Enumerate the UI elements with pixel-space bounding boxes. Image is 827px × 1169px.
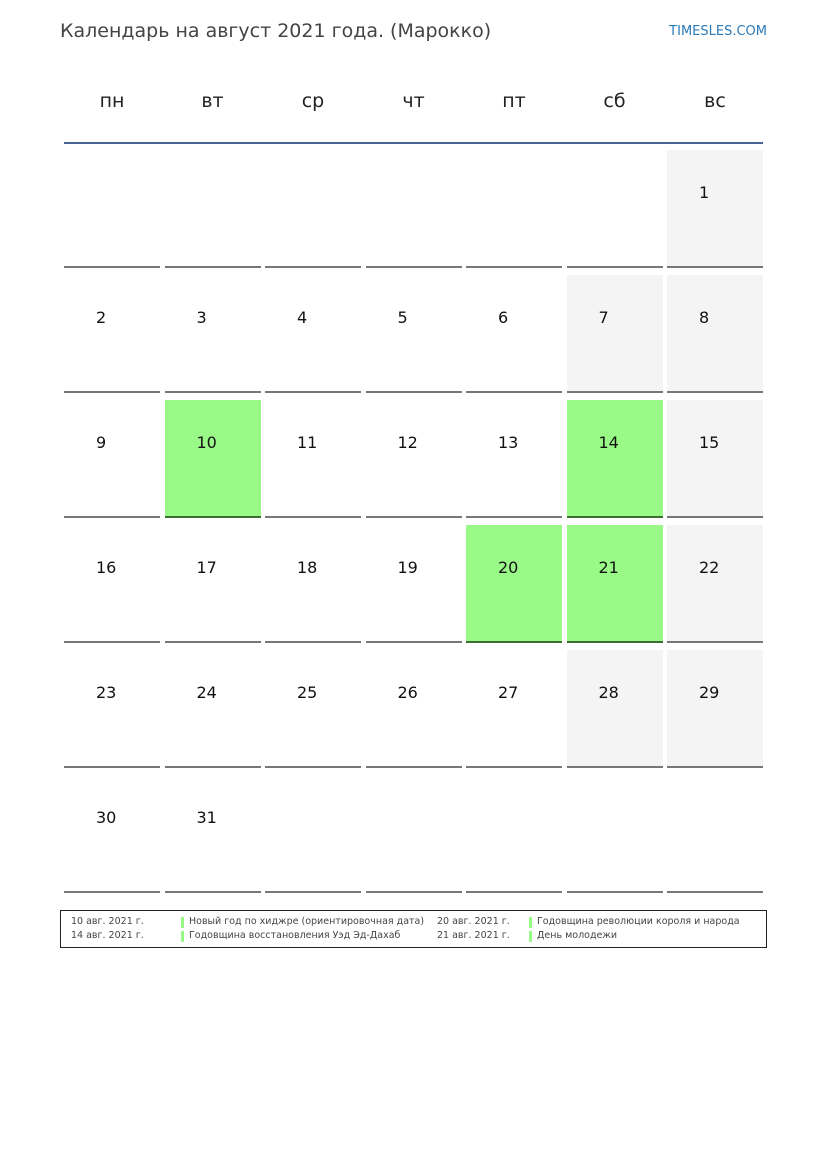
- day-cell: [64, 400, 160, 518]
- day-number: 2: [96, 308, 107, 327]
- calendar-grid: [64, 150, 764, 895]
- legend-date: 20 авг. 2021 г.: [437, 916, 510, 927]
- holiday-day-cell: [466, 525, 562, 643]
- day-cell: [366, 275, 462, 393]
- day-cell: [165, 650, 261, 768]
- day-number: 1: [699, 183, 710, 202]
- day-cell: [64, 775, 160, 893]
- day-number: 15: [699, 433, 720, 452]
- empty-day-cell: [64, 150, 160, 268]
- day-number: 18: [297, 558, 318, 577]
- holiday-color-marker: [529, 917, 532, 928]
- day-number: 3: [196, 308, 207, 327]
- legend-holiday-name: Новый год по хиджре (ориентировочная дата): [189, 916, 425, 927]
- day-number: 7: [598, 308, 609, 327]
- day-cell: [165, 275, 261, 393]
- weekend-day-cell: [667, 275, 763, 393]
- day-cell: [466, 650, 562, 768]
- day-number: 12: [397, 433, 418, 452]
- empty-day-cell: [466, 150, 562, 268]
- day-number: 27: [498, 683, 519, 702]
- day-cell: [265, 275, 361, 393]
- day-number: 30: [96, 808, 117, 827]
- holiday-day-cell: [165, 400, 261, 518]
- empty-day-cell: [265, 775, 361, 893]
- day-cell: [265, 400, 361, 518]
- day-number: 4: [297, 308, 308, 327]
- legend-item: [71, 916, 425, 928]
- day-cell: [366, 650, 462, 768]
- day-number: 31: [196, 808, 217, 827]
- empty-day-cell: [165, 150, 261, 268]
- weekday-header: [64, 90, 764, 120]
- weekend-day-cell: [667, 525, 763, 643]
- day-number: 6: [498, 308, 509, 327]
- day-cell: [366, 400, 462, 518]
- empty-day-cell: [366, 775, 462, 893]
- holiday-color-marker: [181, 931, 184, 942]
- legend-date: 21 авг. 2021 г.: [437, 930, 510, 941]
- day-number: 22: [699, 558, 720, 577]
- day-number: 19: [397, 558, 418, 577]
- weekday-sat: сб: [603, 90, 626, 112]
- empty-day-cell: [466, 775, 562, 893]
- weekday-wed: ср: [301, 90, 325, 112]
- weekday-mon: пн: [99, 90, 125, 112]
- page-title: Календарь на август 2021 года. (Марокко): [60, 20, 492, 42]
- holiday-day-cell: [567, 400, 663, 518]
- day-number: 14: [598, 433, 619, 452]
- day-number: 16: [96, 558, 117, 577]
- weekend-day-cell: [567, 275, 663, 393]
- legend-date: 14 авг. 2021 г.: [71, 930, 144, 941]
- legend-date: 10 авг. 2021 г.: [71, 916, 144, 927]
- day-number: 5: [397, 308, 408, 327]
- day-number: 20: [498, 558, 519, 577]
- empty-day-cell: [667, 775, 763, 893]
- day-number: 21: [598, 558, 619, 577]
- weekend-day-cell: [667, 650, 763, 768]
- empty-day-cell: [366, 150, 462, 268]
- day-number: 28: [598, 683, 619, 702]
- legend-holiday-name: День молодежи: [537, 930, 618, 941]
- day-cell: [165, 525, 261, 643]
- legend-item: [71, 930, 411, 942]
- day-cell: [64, 275, 160, 393]
- weekday-sun: вс: [704, 90, 726, 112]
- holiday-day-cell: [567, 525, 663, 643]
- day-cell: [265, 525, 361, 643]
- legend-holiday-name: Годовщина восстановления Уэд Эд-Дахаб: [189, 930, 401, 941]
- day-number: 9: [96, 433, 107, 452]
- day-number: 29: [699, 683, 720, 702]
- day-cell: [366, 525, 462, 643]
- day-number: 26: [397, 683, 418, 702]
- empty-day-cell: [567, 150, 663, 268]
- day-number: 23: [96, 683, 117, 702]
- day-cell: [64, 525, 160, 643]
- day-number: 25: [297, 683, 318, 702]
- empty-day-cell: [265, 150, 361, 268]
- holiday-color-marker: [529, 931, 532, 942]
- day-number: 10: [196, 433, 217, 452]
- header-divider: [64, 142, 763, 144]
- day-number: 11: [297, 433, 318, 452]
- holiday-color-marker: [181, 917, 184, 928]
- weekend-day-cell: [667, 150, 763, 268]
- weekday-thu: чт: [402, 90, 425, 112]
- day-cell: [165, 775, 261, 893]
- day-cell: [64, 650, 160, 768]
- day-cell: [265, 650, 361, 768]
- site-link[interactable]: TIMESLES.COM: [669, 24, 767, 39]
- weekend-day-cell: [567, 650, 663, 768]
- legend-item: [437, 916, 757, 928]
- weekday-tue: вт: [201, 90, 224, 112]
- holiday-legend: [60, 910, 767, 948]
- day-number: 8: [699, 308, 710, 327]
- empty-day-cell: [567, 775, 663, 893]
- day-cell: [466, 275, 562, 393]
- weekend-day-cell: [667, 400, 763, 518]
- day-cell: [466, 400, 562, 518]
- day-number: 24: [196, 683, 217, 702]
- legend-holiday-name: Годовщина революции короля и народа: [537, 916, 740, 927]
- legend-item: [437, 930, 757, 942]
- weekday-fri: пт: [502, 90, 526, 112]
- day-number: 13: [498, 433, 519, 452]
- day-number: 17: [196, 558, 217, 577]
